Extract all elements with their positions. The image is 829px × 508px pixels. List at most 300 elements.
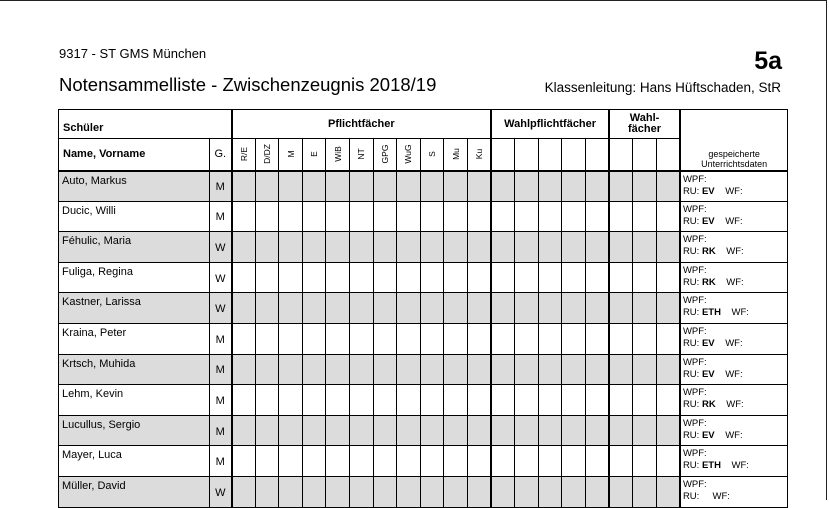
wf-label: WF:	[731, 460, 749, 472]
wf-label: WF:	[712, 490, 730, 502]
grade-cell[interactable]	[444, 385, 468, 416]
header-schueler: Schüler	[59, 110, 232, 139]
grade-cell[interactable]	[349, 385, 373, 416]
grade-cell[interactable]	[515, 201, 539, 232]
class-label: 5a	[754, 47, 782, 75]
grade-cell[interactable]	[373, 476, 397, 507]
grade-cell[interactable]	[562, 171, 586, 202]
grade-cell[interactable]	[609, 415, 633, 446]
header-wahlpflichtfaecher: Wahlpflichtfächer	[491, 110, 609, 139]
grade-cell[interactable]	[397, 446, 421, 477]
grade-table	[58, 109, 788, 508]
elective-header-cell	[609, 139, 633, 171]
student-gender: M	[210, 415, 232, 446]
ru-label: RU:	[682, 276, 700, 288]
grade-cell[interactable]	[633, 476, 657, 507]
grade-cell[interactable]	[349, 232, 373, 263]
subject-label: WiB	[332, 146, 343, 163]
grade-cell[interactable]	[420, 201, 444, 232]
wpf-label: WPF:	[682, 387, 707, 399]
grade-cell[interactable]	[491, 446, 515, 477]
grade-cell[interactable]	[491, 323, 515, 354]
grade-cell[interactable]	[326, 323, 350, 354]
grade-cell[interactable]	[373, 323, 397, 354]
wf-label: WF:	[725, 215, 743, 227]
grade-cell[interactable]	[397, 232, 421, 263]
grade-cell[interactable]	[373, 446, 397, 477]
grade-cell[interactable]	[467, 415, 491, 446]
grade-cell[interactable]	[515, 476, 539, 507]
ru-label: RU:	[682, 307, 700, 319]
student-course-data	[680, 385, 788, 416]
grade-cell[interactable]	[326, 446, 350, 477]
grade-cell[interactable]	[444, 232, 468, 263]
grade-cell[interactable]	[397, 262, 421, 293]
grade-cell[interactable]	[585, 476, 609, 507]
grade-cell[interactable]	[279, 476, 303, 507]
grade-cell[interactable]	[397, 323, 421, 354]
grade-cell[interactable]	[538, 323, 562, 354]
grade-cell[interactable]	[232, 232, 256, 263]
grade-cell[interactable]	[562, 293, 586, 324]
wpf-label: WPF:	[682, 264, 707, 276]
grade-cell[interactable]	[255, 446, 279, 477]
subject-header	[302, 139, 326, 171]
grade-cell[interactable]	[562, 323, 586, 354]
table-row	[59, 446, 788, 477]
grade-cell[interactable]	[562, 354, 586, 385]
table-row	[59, 415, 788, 446]
grade-cell[interactable]	[444, 476, 468, 507]
grade-cell[interactable]	[232, 354, 256, 385]
grade-cell[interactable]	[538, 354, 562, 385]
grade-cell[interactable]	[349, 323, 373, 354]
grade-cell[interactable]	[420, 323, 444, 354]
elective-header-cell	[515, 139, 539, 171]
grade-cell[interactable]	[444, 354, 468, 385]
ru-label: RU:	[682, 490, 700, 502]
wf-label: WF:	[731, 307, 749, 319]
student-course-data	[680, 354, 788, 385]
grade-cell[interactable]	[373, 354, 397, 385]
grade-cell[interactable]	[279, 171, 303, 202]
grade-cell[interactable]	[302, 262, 326, 293]
header-wahlfaecher	[609, 110, 680, 139]
grade-cell[interactable]	[420, 232, 444, 263]
grade-cell[interactable]	[326, 415, 350, 446]
student-gender: M	[210, 385, 232, 416]
table-row	[59, 232, 788, 263]
grade-cell[interactable]	[349, 262, 373, 293]
grade-cell[interactable]	[232, 171, 256, 202]
grade-cell[interactable]	[562, 385, 586, 416]
grade-cell[interactable]	[255, 171, 279, 202]
subject-label: D/DZ	[261, 144, 272, 165]
ru-label: RU:	[682, 399, 700, 411]
grade-cell[interactable]	[609, 446, 633, 477]
table-row	[59, 201, 788, 232]
grade-cell[interactable]	[232, 476, 256, 507]
grade-cell[interactable]	[444, 415, 468, 446]
subject-label: Ku	[474, 149, 485, 160]
grade-cell[interactable]	[279, 415, 303, 446]
grade-cell[interactable]	[397, 385, 421, 416]
subject-label: R/E	[238, 147, 249, 162]
grade-cell[interactable]	[397, 201, 421, 232]
grade-cell[interactable]	[255, 415, 279, 446]
grade-cell[interactable]	[656, 476, 680, 507]
grade-cell[interactable]	[633, 323, 657, 354]
grade-cell[interactable]	[515, 385, 539, 416]
grade-cell[interactable]	[585, 293, 609, 324]
grade-cell[interactable]	[467, 354, 491, 385]
grade-cell[interactable]	[633, 385, 657, 416]
grade-cell[interactable]	[232, 201, 256, 232]
header-wahl-line1: Wahl-	[629, 112, 660, 124]
grade-cell[interactable]	[302, 293, 326, 324]
grade-cell[interactable]	[326, 262, 350, 293]
student-course-data	[680, 293, 788, 324]
grade-cell[interactable]	[349, 446, 373, 477]
grade-cell[interactable]	[397, 293, 421, 324]
grade-cell[interactable]	[279, 354, 303, 385]
grade-cell[interactable]	[633, 293, 657, 324]
wf-label: WF:	[725, 429, 743, 441]
grade-cell[interactable]	[515, 323, 539, 354]
grade-cell[interactable]	[349, 476, 373, 507]
grade-cell[interactable]	[562, 262, 586, 293]
grade-cell[interactable]	[397, 354, 421, 385]
grade-cell[interactable]	[420, 415, 444, 446]
grade-cell[interactable]	[467, 171, 491, 202]
grade-cell[interactable]	[302, 476, 326, 507]
grade-cell[interactable]	[420, 262, 444, 293]
grade-cell[interactable]	[633, 171, 657, 202]
student-course-data	[680, 171, 788, 202]
grade-cell[interactable]	[444, 262, 468, 293]
grade-cell[interactable]	[420, 385, 444, 416]
grade-cell[interactable]	[444, 201, 468, 232]
ru-label: RU:	[682, 368, 700, 380]
grade-cell[interactable]	[444, 323, 468, 354]
subject-label: NT	[356, 148, 367, 160]
grade-cell[interactable]	[279, 385, 303, 416]
grade-cell[interactable]	[656, 323, 680, 354]
class-teacher: Klassenleitung: Hans Hüftschaden, StR	[544, 80, 781, 95]
grade-cell[interactable]	[302, 446, 326, 477]
student-gender: M	[210, 201, 232, 232]
grade-cell[interactable]	[609, 354, 633, 385]
student-name: Krtsch, Muhida	[59, 354, 210, 385]
student-gender: M	[210, 171, 232, 202]
grade-cell[interactable]	[656, 293, 680, 324]
grade-cell[interactable]	[467, 476, 491, 507]
grade-cell[interactable]	[420, 171, 444, 202]
grade-cell[interactable]	[491, 262, 515, 293]
grade-cell[interactable]	[467, 201, 491, 232]
grade-cell[interactable]	[491, 476, 515, 507]
grade-cell[interactable]	[609, 323, 633, 354]
grade-cell[interactable]	[232, 262, 256, 293]
grade-cell[interactable]	[609, 201, 633, 232]
grade-cell[interactable]	[491, 354, 515, 385]
header-name-vorname: Name, Vorname	[59, 139, 210, 171]
wf-label: WF:	[725, 185, 743, 197]
grade-cell[interactable]	[373, 262, 397, 293]
grade-cell[interactable]	[255, 385, 279, 416]
ru-value: EV	[701, 215, 715, 227]
student-name: Kastner, Larissa	[59, 293, 210, 324]
grade-cell[interactable]	[562, 476, 586, 507]
grade-cell[interactable]	[491, 415, 515, 446]
grade-cell[interactable]	[609, 385, 633, 416]
student-name: Féhulic, Maria	[59, 232, 210, 263]
grade-cell[interactable]	[538, 293, 562, 324]
grade-cell[interactable]	[656, 232, 680, 263]
wpf-label: WPF:	[682, 448, 707, 460]
grade-cell[interactable]	[656, 415, 680, 446]
grade-cell[interactable]	[397, 476, 421, 507]
grade-cell[interactable]	[279, 446, 303, 477]
ru-label: RU:	[682, 215, 700, 227]
student-name: Müller, David	[59, 476, 210, 507]
grade-cell[interactable]	[349, 171, 373, 202]
student-course-data	[680, 201, 788, 232]
grade-cell[interactable]	[279, 293, 303, 324]
grade-cell[interactable]	[585, 446, 609, 477]
grade-cell[interactable]	[302, 171, 326, 202]
grade-cell[interactable]	[609, 262, 633, 293]
grade-cell[interactable]	[326, 293, 350, 324]
grade-cell[interactable]	[279, 201, 303, 232]
grade-cell[interactable]	[349, 201, 373, 232]
subject-label: WuG	[403, 144, 414, 164]
grade-cell[interactable]	[515, 354, 539, 385]
grade-cell[interactable]	[467, 446, 491, 477]
grade-cell[interactable]	[585, 171, 609, 202]
grade-cell[interactable]	[232, 385, 256, 416]
grade-cell[interactable]	[302, 232, 326, 263]
grade-cell[interactable]	[585, 354, 609, 385]
grade-cell[interactable]	[373, 385, 397, 416]
grade-cell[interactable]	[373, 415, 397, 446]
wpf-label: WPF:	[682, 203, 707, 215]
grade-cell[interactable]	[491, 385, 515, 416]
grade-cell[interactable]	[585, 415, 609, 446]
grade-cell[interactable]	[302, 201, 326, 232]
table-row	[59, 171, 788, 202]
student-gender: M	[210, 446, 232, 477]
elective-header-cell	[656, 139, 680, 171]
student-course-data	[680, 415, 788, 446]
school-name: 9317 - ST GMS München	[59, 46, 207, 61]
wpf-label: WPF:	[682, 295, 707, 307]
grade-cell[interactable]	[232, 415, 256, 446]
grade-cell[interactable]	[538, 476, 562, 507]
grade-cell[interactable]	[326, 232, 350, 263]
grade-cell[interactable]	[538, 171, 562, 202]
grade-cell[interactable]	[279, 262, 303, 293]
grade-cell[interactable]	[515, 262, 539, 293]
grade-cell[interactable]	[444, 446, 468, 477]
subject-header	[232, 139, 256, 171]
elective-header-cell	[585, 139, 609, 171]
student-gender: W	[210, 262, 232, 293]
grade-cell[interactable]	[326, 476, 350, 507]
subject-label: S	[427, 151, 438, 158]
grade-cell[interactable]	[633, 232, 657, 263]
table-row	[59, 476, 788, 507]
grade-cell[interactable]	[467, 293, 491, 324]
grade-cell[interactable]	[255, 476, 279, 507]
grade-cell[interactable]	[232, 446, 256, 477]
grade-cell[interactable]	[397, 171, 421, 202]
grade-cell[interactable]	[633, 415, 657, 446]
ru-value: EV	[701, 368, 715, 380]
grade-cell[interactable]	[467, 323, 491, 354]
grade-cell[interactable]	[420, 476, 444, 507]
grade-cell[interactable]	[491, 293, 515, 324]
grade-cell[interactable]	[633, 201, 657, 232]
grade-cell[interactable]	[232, 293, 256, 324]
grade-cell[interactable]	[585, 323, 609, 354]
grade-cell[interactable]	[397, 415, 421, 446]
grade-cell[interactable]	[515, 415, 539, 446]
student-name: Ducic, Willi	[59, 201, 210, 232]
wpf-label: WPF:	[682, 356, 707, 368]
grade-cell[interactable]	[538, 262, 562, 293]
grade-cell[interactable]	[538, 415, 562, 446]
student-course-data	[680, 262, 788, 293]
grade-cell[interactable]	[585, 232, 609, 263]
grade-cell[interactable]	[467, 232, 491, 263]
table-row	[59, 354, 788, 385]
ru-value: EV	[701, 337, 715, 349]
ru-value: ETH	[701, 307, 721, 319]
grade-cell[interactable]	[467, 385, 491, 416]
header-info-line1: gespeicherte	[708, 148, 760, 159]
grade-cell[interactable]	[326, 171, 350, 202]
wf-label: WF:	[726, 276, 744, 288]
grade-cell[interactable]	[279, 323, 303, 354]
grade-cell[interactable]	[538, 385, 562, 416]
grade-cell[interactable]	[515, 293, 539, 324]
grade-cell[interactable]	[585, 385, 609, 416]
student-course-data	[680, 232, 788, 263]
grade-cell[interactable]	[515, 171, 539, 202]
grade-cell[interactable]	[562, 415, 586, 446]
grade-cell[interactable]	[656, 446, 680, 477]
grade-cell[interactable]	[562, 232, 586, 263]
grade-cell[interactable]	[562, 446, 586, 477]
grade-cell[interactable]	[255, 293, 279, 324]
grade-cell[interactable]	[538, 201, 562, 232]
grade-cell[interactable]	[349, 415, 373, 446]
ru-value: RK	[701, 276, 716, 288]
grade-cell[interactable]	[349, 293, 373, 324]
subject-header	[373, 139, 397, 171]
grade-cell[interactable]	[609, 232, 633, 263]
grade-cell[interactable]	[656, 385, 680, 416]
grade-cell[interactable]	[633, 354, 657, 385]
subject-label: M	[285, 150, 296, 158]
subject-header	[444, 139, 468, 171]
grade-cell[interactable]	[373, 201, 397, 232]
grade-cell[interactable]	[326, 354, 350, 385]
grade-cell[interactable]	[656, 262, 680, 293]
grade-cell[interactable]	[467, 262, 491, 293]
grade-cell[interactable]	[420, 446, 444, 477]
grade-cell[interactable]	[302, 354, 326, 385]
grade-cell[interactable]	[326, 201, 350, 232]
wf-label: WF:	[726, 246, 744, 258]
grade-cell[interactable]	[373, 232, 397, 263]
grade-cell[interactable]	[656, 201, 680, 232]
student-name: Mayer, Luca	[59, 446, 210, 477]
elective-header-cell	[633, 139, 657, 171]
grade-cell[interactable]	[420, 293, 444, 324]
ru-value: EV	[701, 429, 715, 441]
grade-cell[interactable]	[373, 293, 397, 324]
grade-cell[interactable]	[585, 262, 609, 293]
grade-cell[interactable]	[255, 323, 279, 354]
grade-cell[interactable]	[302, 385, 326, 416]
grade-cell[interactable]	[633, 262, 657, 293]
grade-cell[interactable]	[255, 262, 279, 293]
subject-header	[467, 139, 491, 171]
grade-cell[interactable]	[515, 446, 539, 477]
header-gender: G.	[210, 139, 232, 171]
wf-label: WF:	[725, 368, 743, 380]
grade-cell[interactable]	[491, 201, 515, 232]
grade-cell[interactable]	[609, 293, 633, 324]
student-course-data	[680, 323, 788, 354]
grade-cell[interactable]	[656, 171, 680, 202]
grade-cell[interactable]	[255, 201, 279, 232]
grade-cell[interactable]	[326, 385, 350, 416]
grade-cell[interactable]	[609, 171, 633, 202]
grade-cell[interactable]	[444, 171, 468, 202]
grade-cell[interactable]	[538, 232, 562, 263]
grade-cell[interactable]	[515, 232, 539, 263]
ru-label: RU:	[682, 185, 700, 197]
grade-cell[interactable]	[420, 354, 444, 385]
student-name: Lucullus, Sergio	[59, 415, 210, 446]
grade-cell[interactable]	[585, 201, 609, 232]
grade-cell[interactable]	[633, 446, 657, 477]
grade-cell[interactable]	[349, 354, 373, 385]
student-gender: W	[210, 232, 232, 263]
grade-cell[interactable]	[444, 293, 468, 324]
grade-cell[interactable]	[538, 446, 562, 477]
grade-cell[interactable]	[656, 354, 680, 385]
grade-cell[interactable]	[302, 323, 326, 354]
grade-cell[interactable]	[255, 232, 279, 263]
grade-cell[interactable]	[609, 476, 633, 507]
grade-cell[interactable]	[373, 171, 397, 202]
table-row	[59, 262, 788, 293]
subject-header	[420, 139, 444, 171]
grade-cell[interactable]	[255, 354, 279, 385]
grade-cell[interactable]	[279, 232, 303, 263]
grade-cell[interactable]	[232, 323, 256, 354]
grade-cell[interactable]	[302, 415, 326, 446]
grade-cell[interactable]	[562, 201, 586, 232]
ru-label: RU:	[682, 429, 700, 441]
grade-cell[interactable]	[491, 171, 515, 202]
grade-cell[interactable]	[491, 232, 515, 263]
ru-value: RK	[701, 399, 716, 411]
